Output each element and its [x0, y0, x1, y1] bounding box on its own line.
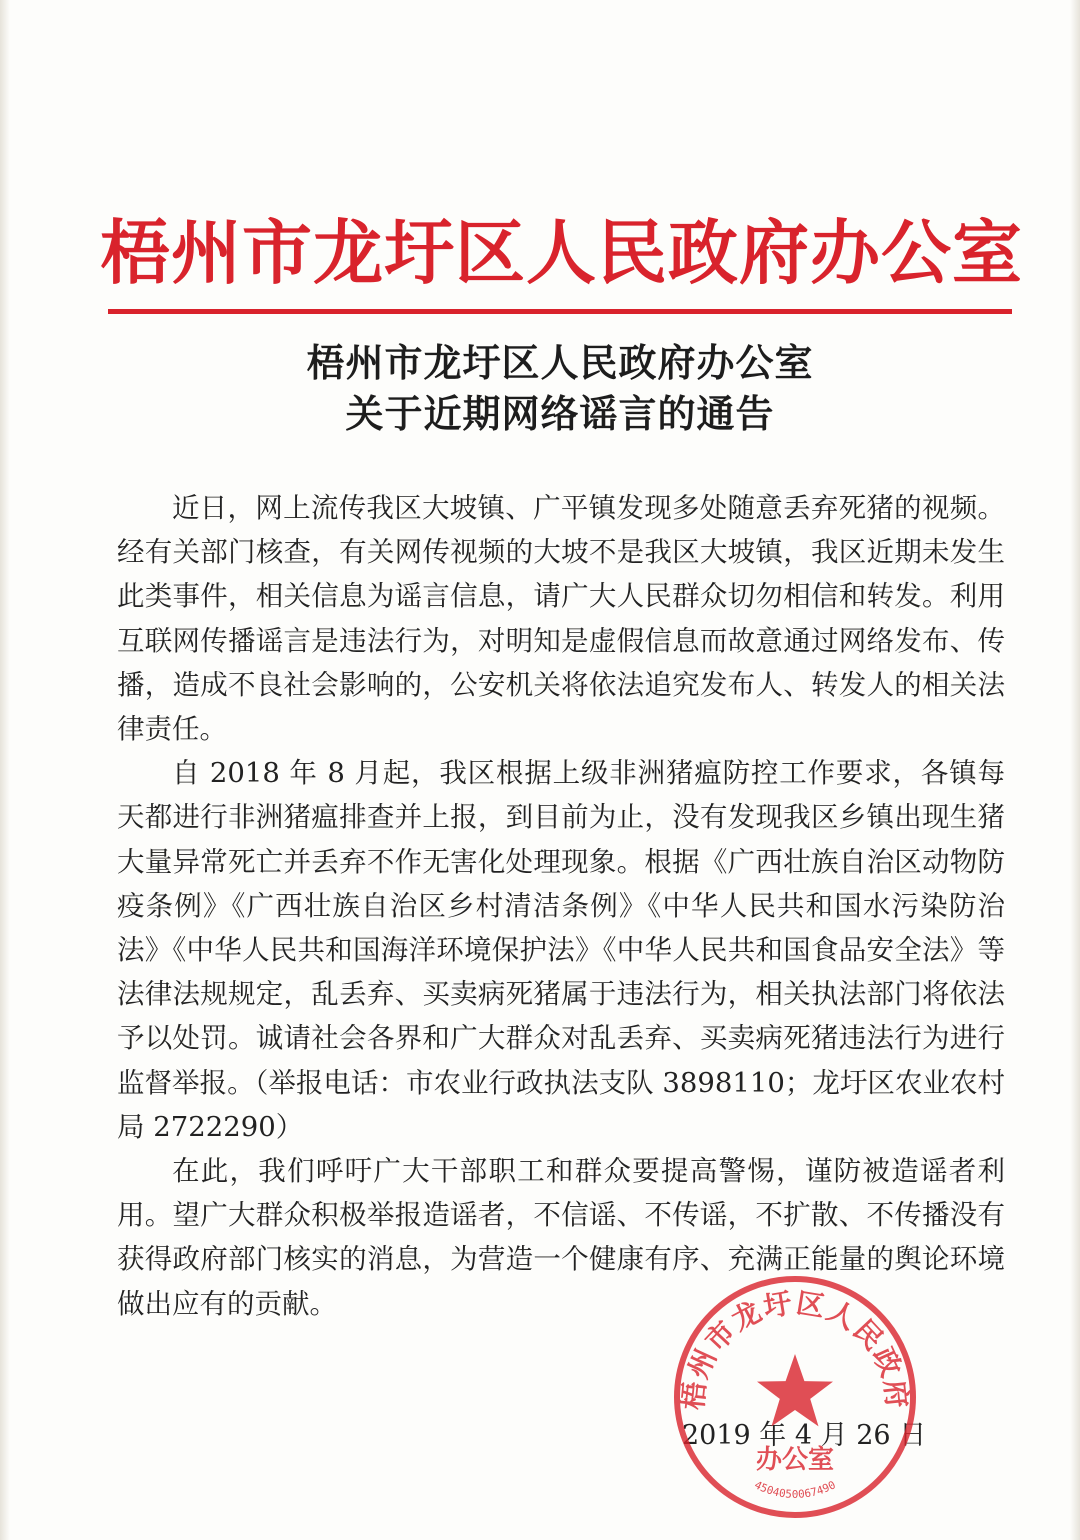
notice-title-line-1: 梧州市龙圩区人民政府办公室 — [306, 340, 814, 385]
seal-star-icon — [757, 1354, 833, 1426]
masthead-title: 梧州市龙圩区人民政府办公室 — [100, 212, 1023, 294]
body-paragraph-3: 在此，我们呼吁广大干部职工和群众要提高警惕，谨防被造谣者利用。望广大群众积极举报造谣者，不信谣、不传谣，不扩散、不传播没有获得政府部门核实的消息，为营造一个健康有序、充满正能量的舆论环境做出应有的贡献。 — [117, 1155, 1005, 1320]
official-seal-stamp — [668, 1270, 922, 1524]
seal-serial-number: 4504050067490 — [752, 1478, 838, 1501]
body-paragraph-2: 自 2018 年 8 月起，我区根据上级非洲猪瘟防控工作要求，各镇每天都进行非洲猪瘟排查并上报，到目前为止，没有发现我区乡镇出现生猪大量异常死亡并丢弃不作无害化处理现象。根据《广西壮族自治区动物防疫条例》《广西壮族自治区乡村清洁条例》《中华人民共和国水污染防治法》《中华人民共和国海洋环境保护法》《中华人民共和国食品安全法》等法律法规规定，乱丢弃、买卖病死猪属于违法行为，相关执法部门将依法予以处罚。诚请社会各界和广大群众对乱丢弃、买卖病死猪违法行为进行监督举报。（举报电话：市农业行政执法支队 3898110；龙圩区农业农村局 2722290） — [117, 757, 1005, 1143]
masthead-red-rule — [108, 309, 1012, 314]
notice-body — [117, 486, 1005, 1326]
seal-lower-text: 办公室 — [755, 1445, 835, 1475]
seal-upper-arc-text: 梧州市龙圩区人民政府 — [676, 1286, 914, 1412]
notice-title-line-2: 关于近期网络谣言的通告 — [345, 391, 775, 436]
issue-date: 2019 年 4 月 26 日 — [682, 1420, 927, 1451]
body-paragraph-1: 近日，网上流传我区大坡镇、广平镇发现多处随意丢弃死猪的视频。经有关部门核查，有关网传视频的大坡不是我区大坡镇，我区近期未发生此类事件，相关信息为谣言信息，请广大人民群众切勿相信和转发。利用互联网传播谣言是违法行为，对明知是虚假信息而故意通过网络发布、传播，造成不良社会影响的，公安机关将依法追究发布人、转发人的相关法律责任。 — [117, 492, 1005, 746]
